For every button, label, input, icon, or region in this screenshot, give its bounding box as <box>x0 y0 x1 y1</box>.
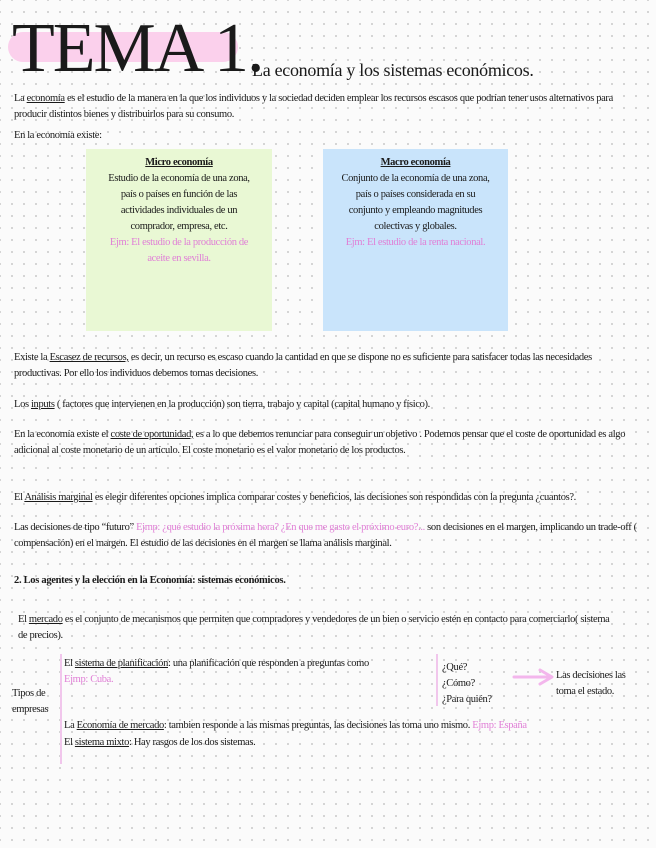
term-economia: economía <box>26 93 65 104</box>
arrow-right-icon <box>512 667 556 687</box>
analisis-paragraph <box>14 490 618 506</box>
text: El <box>18 614 29 625</box>
page-subtitle: La economía y los sistemas económicos. <box>252 60 534 80</box>
text: ( factores que intervienen en la producción) son tierra, trabajo y capital (capital humano y físico). <box>54 399 430 410</box>
coste-paragraph <box>14 427 638 458</box>
text: El <box>14 492 25 503</box>
text: La <box>14 93 27 104</box>
text: : tambien responde a las mismas preguntas, las decisiones las toma uno mismo. <box>163 720 473 731</box>
text: es el conjunto de mecanismos que permiten que compradores y vendedores de un bien o servicio estén en contacto para comerciarlo( sistema de precios). <box>18 614 610 641</box>
term-economia-mercado: Economía de mercado <box>76 720 164 731</box>
text: Los <box>14 399 31 410</box>
term-mercado: mercado <box>28 614 63 625</box>
text: La <box>64 720 77 731</box>
page-title: TEMA 1. <box>12 10 263 87</box>
micro-example: Ejm: El estudio de la producción de aceite en sevilla. <box>109 237 249 264</box>
intro-paragraph <box>14 91 639 122</box>
decision-estado: Las decisiones las toma el estado. <box>556 670 626 697</box>
text: es elegir diferentes opciones implica comparar costes y beneficios, las decisiones son respondidas con la pregunta ¿cuantos?. <box>92 492 576 503</box>
term-sistema-mixto: sistema mixto <box>74 737 129 748</box>
text: es a lo que debemos renunciar para conseguir un objetivo . Podemos pensar que el coste de oportunidad es algo adicional al coste monetario de un artículo. El coste monetario es el valor monetario de los productos. <box>14 429 626 456</box>
mercado-paragraph <box>18 612 620 643</box>
term-escasez: Escasez de recursos, <box>49 352 129 363</box>
planificacion-text <box>64 656 432 672</box>
economia-mercado-text <box>64 718 644 734</box>
text: En la economía existe el <box>14 429 111 440</box>
planificacion-example: Ejmp: Cuba. <box>64 674 114 685</box>
term-planificacion: sistema de planificación <box>74 658 168 669</box>
macro-economia-box <box>323 149 508 331</box>
text: El <box>64 658 75 669</box>
micro-text: Estudio de la economía de una zona, país o países en función de las actividades individuales de un comprador, empresa, etc. <box>108 173 250 232</box>
text: Existe la <box>14 352 50 363</box>
macro-text: Conjunto de la economía de una zona, país o países considerada en su conjunto y empleando magnitudes colectivas y globales. <box>341 173 490 232</box>
bracket-line <box>60 654 62 764</box>
micro-title: Micro economía <box>145 157 213 168</box>
text: es decir, un recurso es escaso cuando la cantidad en que se dispone no es suficiente para satisfacer todas las necesidades productivas. Por ello los individuos debemos tomas decisiones. <box>14 352 592 379</box>
text: : Hay rasgos de los dos sistemas. <box>128 737 256 748</box>
macro-example: Ejm: El estudio de la renta nacional. <box>345 237 486 248</box>
mercado-example: Ejmp: España <box>472 720 527 731</box>
sistema-mixto-text <box>64 735 255 751</box>
section-2-heading: 2. Los agentes y la elección en la Economía: sistemas económicos. <box>14 575 286 586</box>
futuro-paragraph <box>14 520 644 551</box>
questions-bracket <box>436 654 438 706</box>
inputs-paragraph <box>14 397 634 413</box>
futuro-example: Ejmp: ¿qué estudio la próxima hora? ¿En que me gasto el próximo euro?... <box>136 522 425 533</box>
text: es el estudio de la manera en la que los individuos y la sociedad deciden emplear los recursos escasos que podrían tener usos alternativos para producir distintos bienes y distribuirlos para su consumo. <box>14 93 613 120</box>
intro-existe: En la economía existe: <box>14 130 102 141</box>
micro-economia-box <box>86 149 272 331</box>
term-analisis: Análisis marginal <box>24 492 93 503</box>
question-como: ¿Cómo? <box>442 678 475 689</box>
term-inputs: inputs <box>30 399 55 410</box>
tipos-label: Tipos de empresas <box>12 688 49 715</box>
question-que: ¿Qué? <box>442 662 468 673</box>
text: son decisiones en el margen, implicando un trade-off ( compensación) en el margen. El estudio de las decisiones en el margen se llama análisis marginal. <box>14 522 637 549</box>
macro-title: Macro economía <box>380 157 451 168</box>
text: Las decisiones de tipo “futuro” <box>14 522 137 533</box>
question-para-quien: ¿Para quién? <box>442 694 492 705</box>
text: : una planificación que responden a preguntas como <box>167 658 369 669</box>
escasez-paragraph <box>14 350 626 381</box>
text: El <box>64 737 75 748</box>
term-coste: coste de oportunidad, <box>110 429 194 440</box>
